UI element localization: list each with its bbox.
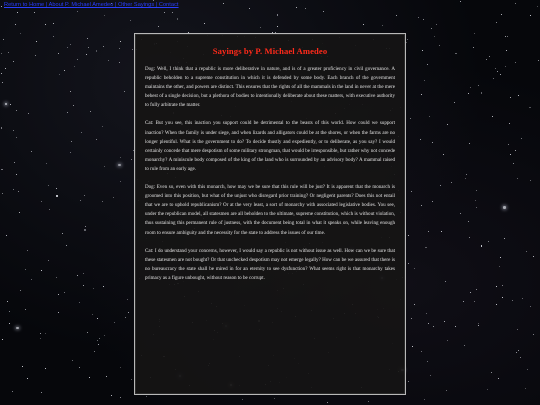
- star: [455, 53, 456, 54]
- star: [40, 333, 41, 334]
- star: [35, 55, 36, 56]
- star: [323, 11, 324, 12]
- star: [506, 50, 507, 51]
- star: [510, 97, 511, 98]
- star: [433, 326, 434, 327]
- star: [79, 302, 80, 303]
- star: [114, 322, 115, 323]
- star: [445, 281, 446, 282]
- star: [463, 301, 464, 302]
- star: [441, 231, 442, 232]
- star: [478, 325, 479, 326]
- star: [496, 304, 497, 305]
- star: [89, 377, 90, 378]
- star: [274, 398, 275, 399]
- article-paragraph-2: Cat: But you see, this inaction you support could be detrimental to the beasts of this world. How could we support inaction? When the family is under siege, and when lizards and alligators could be at the shores, or when the farms are no longer plentiful. What is the government to do? To decide thustly and expediently, or to deliberate, as you say? I would certainly concede that mere despotism of some military strongman, that would be irresponsible, but rather why not concede monarchy? A miniscule body composed of the king of the land who is surrounded by an advisory body? A mammal raised to rule from an early age.: [145, 120, 395, 172]
- star: [31, 279, 32, 280]
- star: [34, 12, 35, 13]
- star: [2, 193, 3, 194]
- star: [396, 15, 397, 16]
- star: [447, 340, 448, 341]
- star: [515, 3, 516, 4]
- star: [423, 19, 424, 20]
- star: [3, 39, 4, 40]
- star: [20, 290, 21, 291]
- star: [513, 163, 514, 164]
- star: [102, 126, 103, 127]
- star: [15, 24, 16, 25]
- star: [505, 66, 506, 67]
- star: [424, 80, 425, 81]
- star: [164, 12, 165, 13]
- star: [430, 375, 431, 376]
- star: [242, 399, 243, 400]
- star: [9, 311, 10, 312]
- star: [103, 286, 104, 287]
- star: [481, 92, 482, 93]
- star: [424, 399, 425, 400]
- star: [493, 78, 494, 79]
- star: [473, 47, 474, 48]
- star: [81, 132, 82, 133]
- star: [113, 197, 114, 198]
- star: [73, 105, 74, 106]
- star: [1, 53, 2, 54]
- star: [495, 68, 496, 69]
- star: [509, 123, 510, 124]
- star: [488, 241, 489, 242]
- star: [408, 235, 409, 236]
- star: [118, 164, 120, 166]
- star: [25, 309, 26, 310]
- star: [428, 323, 429, 324]
- star: [80, 200, 81, 201]
- star: [454, 102, 455, 103]
- star: [412, 346, 413, 347]
- star: [70, 91, 71, 92]
- star: [84, 229, 85, 230]
- star: [58, 53, 59, 54]
- star: [499, 266, 500, 267]
- star: [79, 367, 80, 368]
- star: [382, 25, 383, 26]
- star: [492, 116, 493, 117]
- star: [537, 6, 538, 7]
- star: [504, 238, 505, 239]
- star: [470, 292, 471, 293]
- star: [119, 62, 120, 63]
- star: [5, 103, 7, 105]
- star: [46, 163, 47, 164]
- star: [111, 395, 112, 396]
- star: [497, 71, 498, 72]
- star: [439, 45, 440, 46]
- star: [505, 36, 506, 37]
- star: [146, 396, 147, 397]
- star: [45, 333, 46, 334]
- star: [97, 340, 98, 341]
- star: [67, 112, 68, 113]
- star: [13, 189, 14, 190]
- star: [426, 313, 427, 314]
- star: [177, 18, 178, 19]
- star: [425, 247, 426, 248]
- star: [517, 178, 518, 179]
- star: [9, 323, 10, 324]
- star: [88, 47, 89, 48]
- star: [249, 8, 250, 9]
- star: [90, 111, 91, 112]
- star: [99, 338, 100, 339]
- star: [446, 390, 447, 391]
- star: [119, 48, 120, 49]
- article-paragraph-3: Dog: Even so, even with this monarch, how may we be sure that this rule will be just? It is apparent that the monarch is groomed into this position, but what of the unjust who disregard prior training? Or negligent parents? Does this not entail that we are to uphold republicanism? Or at the very least, a sort of monarchy with associated legislative bodies. You see, under the republican model, all statesmen are all beholden to the ultimate, supreme constitution, which is without violation, thus sustaining this permanent rule of justness, with the document being total in what it speaks on, while leaving enough room to ensure ambiguity and the necessity for the state to address the issues of our time.: [145, 184, 395, 236]
- star: [1, 127, 2, 128]
- star: [77, 275, 78, 276]
- star: [2, 82, 3, 83]
- star: [22, 366, 23, 367]
- star: [93, 288, 94, 289]
- star: [474, 301, 475, 302]
- star: [13, 130, 14, 131]
- star: [25, 269, 26, 270]
- star: [429, 116, 430, 117]
- star: [131, 379, 132, 380]
- star: [104, 166, 105, 167]
- star: [489, 56, 490, 57]
- star: [517, 329, 518, 330]
- star: [204, 23, 205, 24]
- star: [27, 378, 28, 379]
- star: [85, 226, 86, 227]
- star: [436, 24, 437, 25]
- star: [49, 209, 50, 210]
- star: [45, 24, 46, 25]
- star: [13, 61, 14, 62]
- star: [478, 85, 479, 86]
- star: [59, 74, 60, 75]
- star: [12, 391, 13, 392]
- star: [132, 49, 133, 50]
- article-title: Sayings by P. Michael Amedeo: [212, 46, 328, 56]
- star: [56, 277, 57, 278]
- star: [440, 185, 441, 186]
- star: [53, 23, 54, 24]
- star: [92, 314, 93, 315]
- star: [526, 251, 527, 252]
- star: [64, 70, 65, 71]
- star: [16, 137, 17, 138]
- star: [277, 26, 278, 27]
- star: [128, 312, 129, 313]
- article-paragraph-4: Cat: I do understand your concerns, however, I would say a republic is not without issue as well. How can we be sure that these statesmen are not bought? Or that unchecked despotism may not emerge legally? How can be we assured that there is no bureaucracy the state shall be mired in for an eternity to see dysfunction? What seems right is that monarchy takes primacy as a figure unbought, without reason to be corrupt.: [145, 247, 395, 281]
- star: [27, 250, 28, 251]
- star: [460, 213, 461, 214]
- star: [6, 235, 7, 236]
- star: [77, 59, 78, 60]
- star: [460, 1, 461, 2]
- star: [451, 182, 452, 183]
- star: [41, 270, 42, 271]
- star: [77, 11, 78, 12]
- star: [496, 22, 497, 23]
- star: [70, 44, 71, 45]
- star: [411, 318, 412, 319]
- star: [103, 46, 104, 47]
- star: [443, 154, 444, 155]
- star: [418, 17, 419, 18]
- star: [120, 181, 121, 182]
- star: [172, 12, 173, 13]
- star: [510, 154, 511, 155]
- star: [102, 201, 103, 202]
- star: [260, 27, 261, 28]
- star: [476, 207, 477, 208]
- star: [486, 59, 487, 60]
- star: [17, 12, 18, 13]
- star: [18, 191, 19, 192]
- star: [516, 352, 517, 353]
- star: [1, 73, 2, 74]
- star: [420, 139, 421, 140]
- star: [327, 402, 328, 403]
- star: [530, 180, 531, 181]
- star: [469, 237, 470, 238]
- star: [422, 50, 423, 51]
- star: [475, 200, 476, 201]
- star: [503, 206, 505, 208]
- star: [72, 360, 73, 361]
- star: [421, 205, 422, 206]
- star: [8, 52, 9, 53]
- star: [508, 144, 509, 145]
- star: [83, 285, 84, 286]
- star: [500, 74, 501, 75]
- star: [444, 321, 445, 322]
- star: [1, 6, 2, 7]
- star: [45, 368, 46, 369]
- star: [87, 332, 88, 333]
- star: [104, 15, 105, 16]
- star: [19, 212, 20, 213]
- star: [507, 36, 508, 37]
- star: [96, 139, 97, 140]
- star: [305, 8, 306, 9]
- star: [407, 39, 408, 40]
- star: [518, 350, 519, 351]
- star: [28, 113, 29, 114]
- star: [108, 60, 109, 61]
- star: [530, 15, 531, 16]
- star: [515, 150, 516, 151]
- star: [120, 41, 121, 42]
- star: [5, 68, 6, 69]
- star: [120, 397, 121, 398]
- star: [522, 298, 523, 299]
- star: [158, 26, 159, 27]
- star: [481, 245, 482, 246]
- star: [410, 118, 411, 119]
- star: [56, 188, 57, 189]
- star: [414, 268, 415, 269]
- star: [223, 3, 224, 4]
- star: [521, 138, 522, 139]
- star: [464, 345, 465, 346]
- star: [153, 0, 154, 1]
- star: [71, 141, 72, 142]
- star: [474, 33, 475, 34]
- star: [53, 36, 54, 37]
- star: [427, 64, 428, 65]
- star: [421, 94, 422, 95]
- top-nav-link[interactable]: Return to Home | About P. Michael Amedeo | Other Sayings | Contact: [4, 2, 179, 8]
- star: [120, 367, 121, 368]
- star: [94, 351, 95, 352]
- star: [520, 357, 521, 358]
- star: [476, 190, 477, 191]
- star: [431, 28, 432, 29]
- star: [491, 372, 492, 373]
- star: [120, 157, 121, 158]
- star: [67, 47, 68, 48]
- star: [1, 169, 2, 170]
- star: [432, 142, 433, 143]
- star: [86, 54, 87, 55]
- star: [20, 33, 21, 34]
- star: [518, 95, 519, 96]
- article-panel: [134, 33, 406, 395]
- star: [14, 162, 15, 163]
- star: [432, 201, 433, 202]
- star: [127, 299, 128, 300]
- star: [408, 263, 409, 264]
- star: [98, 344, 99, 345]
- star: [533, 334, 534, 335]
- star: [478, 323, 479, 324]
- star: [538, 60, 539, 61]
- star: [428, 231, 429, 232]
- star: [64, 292, 65, 293]
- star: [530, 306, 531, 307]
- star: [48, 185, 49, 186]
- star: [74, 66, 75, 67]
- star: [16, 174, 17, 175]
- star: [498, 378, 499, 379]
- star: [529, 107, 530, 108]
- star: [368, 401, 369, 402]
- star: [515, 62, 516, 63]
- star: [130, 20, 131, 21]
- star: [124, 91, 125, 92]
- star: [411, 191, 412, 192]
- star: [277, 14, 278, 15]
- star: [40, 338, 41, 339]
- star: [466, 174, 467, 175]
- star: [58, 294, 59, 295]
- star: [476, 289, 477, 290]
- star: [131, 159, 132, 160]
- star: [525, 388, 526, 389]
- star: [41, 201, 42, 202]
- star: [414, 304, 415, 305]
- star: [427, 361, 428, 362]
- star: [502, 285, 503, 286]
- star: [465, 178, 466, 179]
- star: [104, 335, 105, 336]
- star: [7, 301, 8, 302]
- star: [501, 14, 502, 15]
- star: [97, 318, 98, 319]
- star: [48, 260, 49, 261]
- star: [408, 381, 409, 382]
- star: [468, 93, 469, 94]
- star: [16, 110, 17, 111]
- star: [487, 389, 488, 390]
- star: [421, 351, 422, 352]
- star: [2, 339, 3, 340]
- star: [66, 245, 67, 246]
- star: [70, 152, 71, 153]
- star: [470, 87, 471, 88]
- star: [41, 392, 42, 393]
- star: [527, 369, 528, 370]
- star: [406, 42, 407, 43]
- star: [447, 124, 448, 125]
- star: [83, 273, 84, 274]
- star: [87, 38, 88, 39]
- star: [500, 257, 501, 258]
- star: [62, 233, 63, 234]
- star: [469, 143, 470, 144]
- star: [125, 317, 126, 318]
- star: [496, 286, 497, 287]
- star: [106, 376, 107, 377]
- star: [96, 50, 97, 51]
- star: [84, 195, 85, 196]
- star: [434, 36, 435, 37]
- star: [31, 151, 32, 152]
- star: [36, 41, 37, 42]
- star: [58, 312, 59, 313]
- star: [533, 256, 534, 257]
- star: [16, 327, 18, 329]
- star: [296, 7, 297, 8]
- star: [502, 297, 503, 298]
- star: [468, 221, 469, 222]
- star: [363, 24, 364, 25]
- star: [56, 195, 57, 196]
- article-paragraph-1: Dog: Well, I think that a republic is more deliberative in nature, and is of a greater proficiency in civil governance. A republic beholden to a supreme constitution in which it is defended by some body. Each branch of the government maintains the other, and powers are distinct. This ensures that the rights of all the mammals in the land in never at the mere behest of a single decision, but a plethora of bodies to intentionally deliberate about these matters, with executive authority to fully arbitrate the matter.: [145, 66, 395, 109]
- star: [455, 326, 456, 327]
- star: [10, 104, 11, 105]
- star: [512, 300, 513, 301]
